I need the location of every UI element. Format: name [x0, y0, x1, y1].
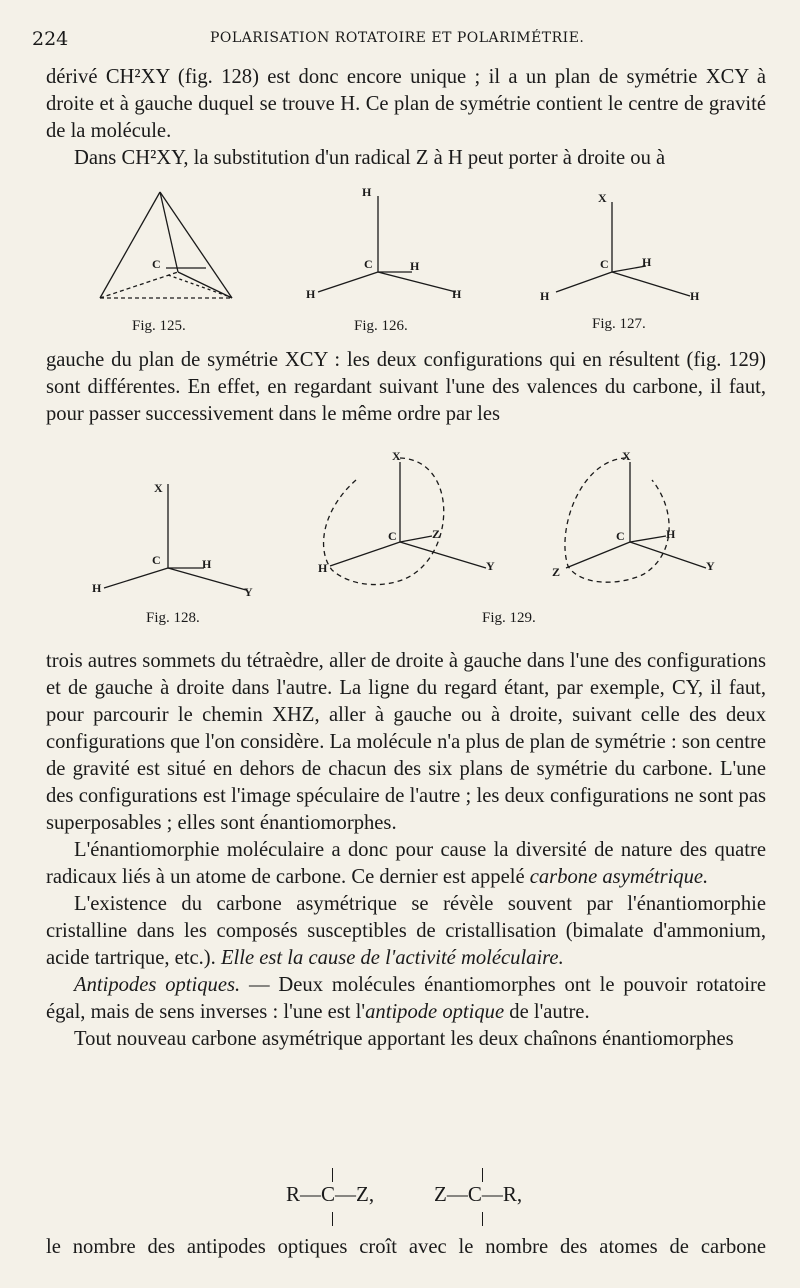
- fig-125-tetrahedron: [100, 192, 232, 298]
- atom-h-127-left: H: [540, 289, 550, 303]
- atom-h-128-right: H: [202, 557, 212, 571]
- atom-x-127: X: [598, 191, 607, 205]
- atom-c-129b: C: [616, 529, 625, 543]
- atom-h-127-right: H: [642, 255, 652, 269]
- formula-left-bond-bottom: [332, 1212, 333, 1226]
- atom-h-126-top: H: [362, 185, 372, 199]
- atom-c-129a: C: [388, 529, 397, 543]
- page-number: 224: [32, 28, 69, 50]
- formula-right-bond-bottom: [482, 1212, 483, 1226]
- atom-h-128-left: H: [92, 581, 102, 595]
- figures-125-127: [0, 180, 800, 340]
- figures-128-129-drawing: [0, 440, 800, 630]
- fig-129-left-structure: [324, 458, 486, 585]
- atom-h-126-left: H: [306, 287, 316, 301]
- atom-z-129a: Z: [432, 527, 441, 541]
- atom-y-129b: Y: [706, 559, 715, 573]
- running-title: POLARISATION ROTATOIRE ET POLARIMÉTRIE.: [210, 30, 585, 46]
- atom-c-127: C: [600, 257, 609, 271]
- fig-127-caption: Fig. 127.: [592, 316, 646, 332]
- atom-x-129a: X: [392, 449, 401, 463]
- formula-right: Z—C—R,: [434, 1182, 523, 1206]
- paragraph-2-text: Dans CH²XY, la substitution d'un radical Z à H peut porter à droite ou à: [74, 147, 666, 169]
- formula-left: R—C—Z,: [286, 1182, 375, 1206]
- figures-128-129: [0, 440, 800, 630]
- atom-y-129a: Y: [486, 559, 495, 573]
- paragraph-1: [46, 64, 766, 172]
- paragraph-3-text: gauche du plan de symétrie XCY : les deux configurations qui en résultent (fig. 129) sont différentes. En effet, en regardant suivant l'une des valences du carbone, il faut, pour passer successivement dans le même ordre par les: [46, 349, 766, 425]
- atom-y-128: Y: [244, 585, 253, 599]
- paragraph-7-text-2: de l'autre.: [504, 1001, 590, 1023]
- atom-h-126-bottom: H: [452, 287, 462, 301]
- paragraph-6-text: L'existence du carbone asymétrique se révèle souvent par l'énantiomorphie cristalline dans les composés susceptibles de cristallisation (bimalate d'ammonium, acide tartrique, etc.).: [46, 893, 766, 969]
- atom-c-126: C: [364, 257, 373, 271]
- term-antipode-optique: antipode optique: [365, 1001, 505, 1023]
- atom-h-129a: H: [318, 561, 328, 575]
- fig-127-structure: [556, 202, 690, 296]
- fig-129-right-structure: [565, 458, 706, 582]
- paragraph-7-text-1: — Deux molécules énantiomorphes ont le pouvoir rotatoire égal, mais de sens inverses : l'une est l': [46, 974, 766, 1023]
- paragraph-5-text: L'énantiomorphie moléculaire a donc pour cause la diversité de nature des quatre radicaux liés à un atome de carbone. Ce dernier est appelé: [46, 839, 766, 888]
- formula-right-bond-top: [482, 1168, 483, 1182]
- fig-126-structure: [318, 196, 456, 292]
- main-text: [46, 648, 766, 1053]
- fig-125-caption: Fig. 125.: [132, 318, 186, 334]
- paragraph-5: [46, 837, 766, 891]
- atom-c-125: C: [152, 257, 161, 271]
- atom-z-129b: Z: [552, 565, 561, 579]
- paragraph-7: [46, 972, 766, 1026]
- atom-x-129b: X: [622, 449, 631, 463]
- paragraph-6: [46, 891, 766, 972]
- atom-x-128: X: [154, 481, 163, 495]
- atom-h-129b: H: [666, 527, 676, 541]
- atom-h-126-right: H: [410, 259, 420, 273]
- fig-128-caption: Fig. 128.: [146, 610, 200, 626]
- paragraph-1-text: dérivé CH²XY (fig. 128) est donc encore unique ; il a un plan de symétrie XCY à droite et à gauche duquel se trouve H. Ce plan de symétrie contient le centre de gravité de la molécule.: [46, 66, 766, 142]
- formula-left-bond-top: [332, 1168, 333, 1182]
- term-carbone-asymetrique: carbone asymétrique.: [529, 866, 709, 888]
- paragraph-8-text: Tout nouveau carbone asymétrique apportant les deux chaînons énantiomorphes: [74, 1028, 734, 1050]
- fig-129-caption: Fig. 129.: [482, 610, 536, 626]
- page-header: [0, 28, 800, 52]
- atom-h-127-bottom: H: [690, 289, 700, 303]
- last-line: le nombre des antipodes optiques croît avec le nombre des atomes de carbone: [46, 1236, 766, 1258]
- paragraph-3: [46, 347, 766, 428]
- section-heading-antipodes: Antipodes optiques.: [74, 974, 241, 996]
- fig-128-structure: [104, 484, 246, 590]
- figures-125-127-drawing: [0, 180, 800, 340]
- paragraph-4-text: trois autres sommets du tétraèdre, aller de droite à gauche dans l'une des configurations et de gauche à droite dans l'autre. La ligne du regard étant, par exemple, CY, il faut, pour parcourir le chemin XHZ, aller à gauche ou à droite, suivant celle des deux configurations que l'on considère. La molécule n'a plus de plan de symétrie : son centre de gravité est situé en dehors de chacun des six plans de symétrie du carbone. L'une des configurations est l'image spéculaire de l'autre ; les deux configurations ne sont pas superposables ; elles sont énantiomorphes.: [46, 650, 766, 834]
- paragraph-6-italic: Elle est la cause de l'activité moléculaire.: [220, 947, 564, 969]
- atom-c-128: C: [152, 553, 161, 567]
- fig-126-caption: Fig. 126.: [354, 318, 408, 334]
- formula: [0, 1168, 800, 1228]
